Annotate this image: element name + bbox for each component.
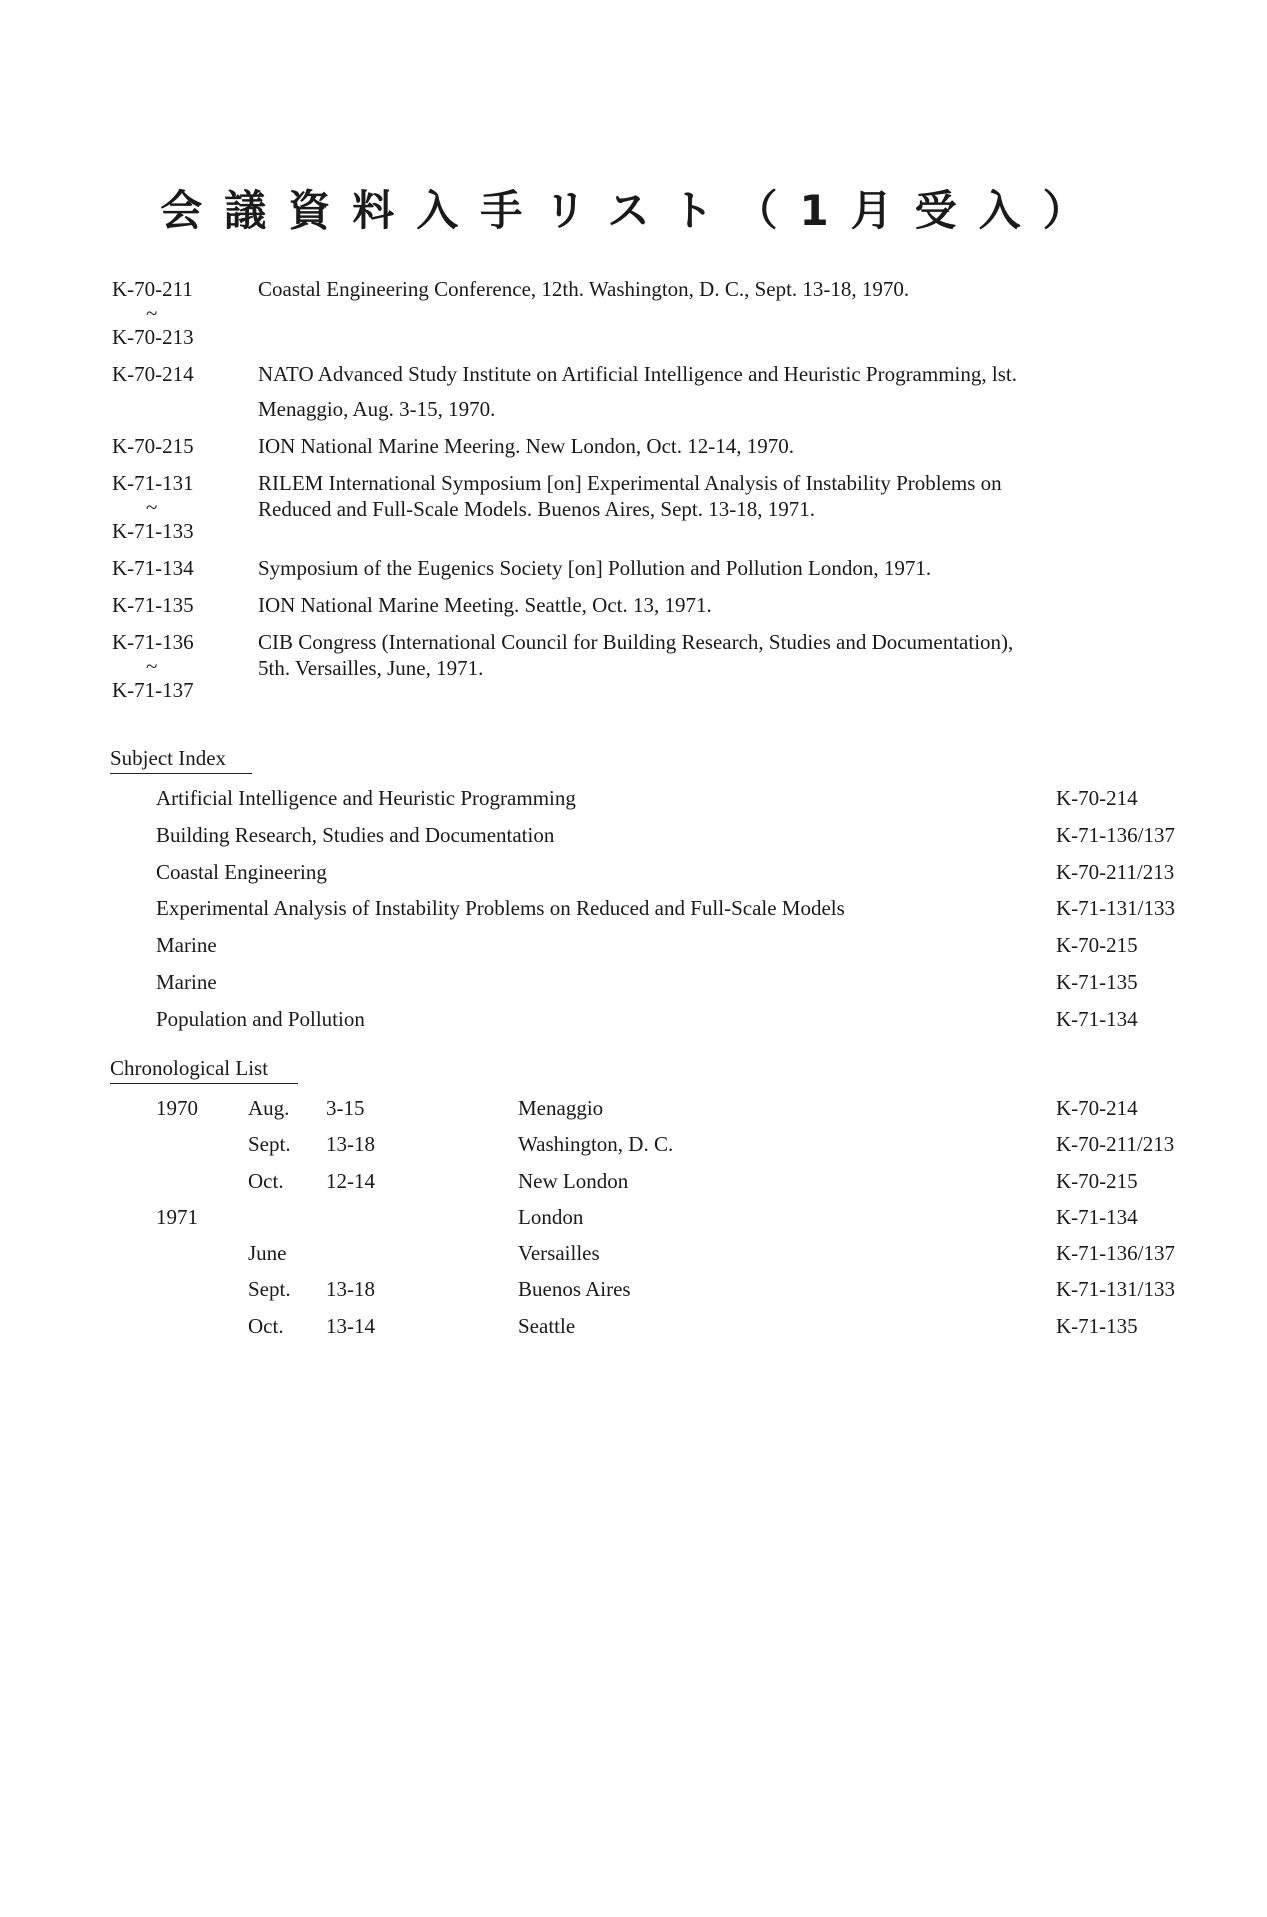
chronological-row — [156, 1235, 1216, 1271]
entry-description — [258, 629, 1232, 703]
page-title: 会議資料入手リスト（1月受入） — [160, 186, 1107, 235]
description-line: Reduced and Full-Scale Models. Buenos Aires, Sept. 13-18, 1971. — [258, 497, 816, 521]
subject-index-row — [156, 817, 1216, 854]
entry-code: K-71-136 — [112, 630, 194, 654]
chrono-ref: K-70-215 — [1056, 1168, 1138, 1193]
chrono-place: London — [518, 1204, 584, 1229]
subject-ref: K-71-134 — [1056, 1006, 1138, 1031]
description-line: ION National Marine Meeting. Seattle, Oct. 13, 1971. — [258, 593, 712, 617]
entry-code: K-71-134 — [112, 556, 194, 580]
entry-codes — [112, 555, 258, 581]
chrono-days: 13-18 — [326, 1277, 375, 1302]
chrono-ref: K-70-211/213 — [1056, 1132, 1175, 1157]
subject-ref: K-71-135 — [1056, 969, 1138, 994]
chrono-days: 13-18 — [326, 1132, 375, 1157]
subject-index-row — [156, 964, 1216, 1001]
range-mark: ~ — [146, 495, 158, 519]
entry-code: K-71-135 — [112, 593, 194, 617]
conference-entry — [112, 433, 1232, 459]
description-line: RILEM International Symposium [on] Experimental Analysis of Instability Problems on — [258, 471, 1002, 495]
subject-term: Coastal Engineering — [156, 859, 327, 884]
description-line: Coastal Engineering Conference, 12th. Washington, D. C., Sept. 13-18, 1970. — [258, 277, 910, 301]
chrono-days: 12-14 — [326, 1168, 375, 1193]
chrono-month: Aug. — [248, 1096, 290, 1120]
subject-ref: K-70-215 — [1056, 933, 1138, 958]
subject-ref: K-70-211/213 — [1056, 859, 1175, 884]
entry-codes — [112, 361, 258, 422]
chronological-row — [156, 1163, 1216, 1199]
entry-code: K-70-213 — [112, 325, 194, 349]
chrono-ref: K-70-214 — [1056, 1096, 1138, 1120]
subject-term: Marine — [156, 933, 217, 958]
chrono-place: Buenos Aires — [518, 1277, 631, 1302]
chrono-place: Versailles — [518, 1241, 600, 1266]
chronological-row — [156, 1126, 1216, 1162]
range-mark: ~ — [146, 301, 158, 325]
chrono-month: June — [248, 1241, 287, 1266]
subject-index-row — [156, 780, 1216, 817]
conference-entry — [112, 555, 1232, 581]
entry-description — [258, 433, 1232, 459]
chrono-days: 13-14 — [326, 1313, 375, 1338]
chrono-place: Menaggio — [518, 1096, 604, 1120]
chronological-row — [156, 1271, 1216, 1307]
chrono-place: New London — [518, 1168, 629, 1193]
description-line: NATO Advanced Study Institute on Artificial Intelligence and Heuristic Programming, lst. — [258, 362, 1017, 386]
subject-ref: K-71-136/137 — [1056, 822, 1175, 847]
entry-description — [258, 276, 1232, 350]
subject-term: Marine — [156, 969, 217, 994]
range-mark: ~ — [146, 654, 158, 678]
conference-entry — [112, 470, 1232, 544]
subject-ref: K-71-131/133 — [1056, 896, 1175, 921]
chrono-ref: K-71-135 — [1056, 1313, 1138, 1338]
chronological-row — [156, 1090, 1216, 1126]
entry-codes — [112, 433, 258, 459]
entry-description — [258, 555, 1232, 581]
entry-codes — [112, 629, 258, 703]
chrono-year: 1971 — [156, 1204, 198, 1229]
subject-term: Building Research, Studies and Documentation — [156, 822, 555, 847]
chronological-list-heading: Chronological List — [110, 1056, 298, 1084]
entry-description — [258, 361, 1232, 422]
chrono-ref: K-71-131/133 — [1056, 1277, 1175, 1302]
conference-entry — [112, 361, 1232, 422]
chrono-year: 1970 — [156, 1096, 198, 1120]
conference-entry — [112, 276, 1232, 350]
description-line: Symposium of the Eugenics Society [on] Pollution and Pollution London, 1971. — [258, 556, 932, 580]
chrono-month: Sept. — [248, 1132, 291, 1157]
entry-codes — [112, 592, 258, 618]
entry-code: K-70-211 — [112, 277, 193, 301]
description-line: ION National Marine Meering. New London, Oct. 12-14, 1970. — [258, 434, 794, 458]
subject-index-row — [156, 854, 1216, 891]
entry-codes — [112, 470, 258, 544]
entry-description — [258, 592, 1232, 618]
subject-index-row — [156, 890, 1216, 927]
conference-entry — [112, 592, 1232, 618]
subject-term: Artificial Intelligence and Heuristic Programming — [156, 786, 576, 810]
entry-code: K-70-215 — [112, 434, 194, 458]
subject-index-row — [156, 1001, 1216, 1038]
chrono-month: Oct. — [248, 1313, 284, 1338]
subject-term: Population and Pollution — [156, 1006, 365, 1031]
chrono-place: Washington, D. C. — [518, 1132, 674, 1157]
chrono-days: 3-15 — [326, 1096, 365, 1120]
chronological-row — [156, 1199, 1216, 1235]
chronological-list — [156, 1090, 1216, 1344]
chrono-month: Oct. — [248, 1168, 284, 1193]
chrono-month: Sept. — [248, 1277, 291, 1302]
chrono-ref: K-71-134 — [1056, 1204, 1138, 1229]
entry-code: K-70-214 — [112, 362, 194, 386]
subject-index-list — [156, 780, 1216, 1038]
chronological-row — [156, 1308, 1216, 1344]
conference-entries — [112, 276, 1232, 714]
chrono-ref: K-71-136/137 — [1056, 1241, 1175, 1266]
description-line: 5th. Versailles, June, 1971. — [258, 656, 484, 680]
entry-code: K-71-131 — [112, 471, 194, 495]
entry-codes — [112, 276, 258, 350]
chrono-place: Seattle — [518, 1313, 576, 1338]
entry-code: K-71-137 — [112, 678, 194, 702]
subject-index-heading: Subject Index — [110, 746, 252, 774]
description-line: CIB Congress (International Council for Building Research, Studies and Documentation), — [258, 630, 1014, 654]
subject-index-row — [156, 927, 1216, 964]
entry-description — [258, 470, 1232, 544]
entry-code: K-71-133 — [112, 519, 194, 543]
subject-ref: K-70-214 — [1056, 786, 1138, 810]
subject-term: Experimental Analysis of Instability Problems on Reduced and Full-Scale Models — [156, 896, 845, 921]
conference-entry — [112, 629, 1232, 703]
description-line: Menaggio, Aug. 3-15, 1970. — [258, 397, 496, 421]
